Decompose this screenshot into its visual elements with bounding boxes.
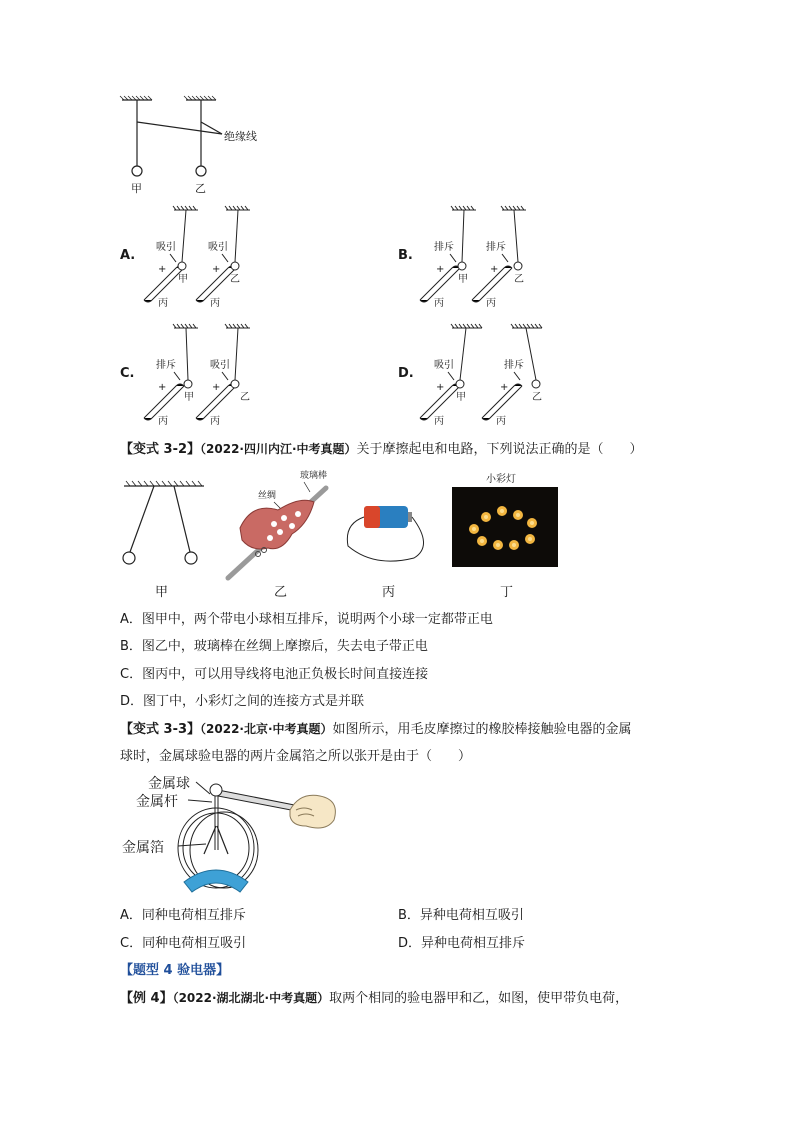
plus-right: + [212, 264, 221, 275]
option-letter: D． [398, 936, 422, 951]
q32-fig-ding [452, 487, 558, 567]
wire-label: 绝缘线 [224, 130, 257, 143]
ball-label: 金属球 [148, 776, 190, 792]
rod-right: 丙 [486, 298, 496, 309]
option-text: 同种电荷相互吸引 [142, 936, 247, 951]
right-label: 排斥 [486, 242, 506, 253]
ball-right: 乙 [230, 274, 240, 285]
q32-fig-yi [222, 468, 342, 583]
q32-option-c[interactable] [120, 666, 428, 684]
ball-a-label: 甲 [131, 182, 142, 195]
option-letter: C． [120, 936, 143, 951]
option-letter: A. [120, 248, 136, 263]
right-label: 吸引 [208, 242, 228, 253]
plus-right: + [490, 264, 499, 275]
q33-tag: 【变式 3-3】 [120, 722, 201, 737]
caption-jia: 甲 [155, 585, 169, 600]
q33-question-2: 球时，金属球验电器的两片金属箔之所以张开是由于（ ） [120, 749, 472, 764]
q33-electroscope-figure [120, 770, 350, 900]
left-label: 吸引 [434, 360, 454, 371]
rod-label: 金属杆 [136, 794, 178, 810]
option-letter: B． [120, 639, 142, 654]
option-text: 图丙中，可以用导线将电池正负极长时间直接连接 [142, 667, 429, 682]
section-title: 【题型 4 验电器】 [120, 963, 230, 978]
plus-left: + [436, 382, 445, 393]
left-label: 排斥 [156, 360, 176, 371]
plus-right: + [212, 382, 221, 393]
option-letter: D. [398, 366, 414, 381]
rod-left: 丙 [434, 298, 444, 309]
left-label: 排斥 [434, 242, 454, 253]
ball-left: 甲 [458, 274, 468, 285]
q33-option-b[interactable] [398, 907, 524, 925]
option-c-diagram [140, 318, 280, 428]
silk-label: 丝绸 [258, 491, 277, 501]
ex4-question: 取两个相同的验电器甲和乙，如图，使甲带负电荷， [329, 991, 629, 1006]
ex4-stem [120, 989, 628, 1008]
ball-right: 乙 [240, 392, 250, 403]
option-text: 图甲中，两个带电小球相互排斥，说明两个小球一定都带正电 [141, 612, 493, 627]
caption-ding: 丁 [500, 585, 514, 600]
q33-question-1: 如图所示，用毛皮摩擦过的橡胶棒接触验电器的金属 [332, 722, 632, 737]
q32-option-d[interactable] [120, 693, 364, 711]
plus-left: + [158, 264, 167, 275]
q33-source: （2022·北京·中考真题） [200, 722, 333, 736]
rod-left: 丙 [158, 298, 168, 309]
top-figure [118, 96, 298, 196]
option-c[interactable] [120, 318, 280, 428]
option-text: 异种电荷相互吸引 [419, 908, 524, 923]
left-label: 吸引 [156, 242, 176, 253]
option-letter: A． [120, 908, 142, 923]
ex4-source: （2022·湖北湖北·中考真题） [172, 991, 330, 1005]
q32-fig-jia [120, 478, 210, 578]
q32-source: （2022·四川内江·中考真题） [200, 442, 357, 456]
option-letter: B. [398, 248, 413, 263]
rod-right: 丙 [496, 416, 506, 427]
option-letter: C. [120, 366, 135, 381]
q33-option-c[interactable] [120, 935, 246, 953]
plus-left: + [158, 382, 167, 393]
ball-b-label: 乙 [195, 182, 206, 195]
rod-label: 玻璃棒 [300, 471, 328, 481]
caption-yi: 乙 [274, 585, 288, 600]
ex4-tag: 【例 4】 [120, 991, 173, 1006]
q32-option-a[interactable] [120, 611, 493, 629]
q32-option-b[interactable] [120, 638, 428, 656]
q32-question: 关于摩擦起电和电路，下列说法正确的是（ ） [356, 442, 643, 457]
foil-label: 金属箔 [122, 840, 164, 856]
option-b[interactable] [398, 200, 578, 310]
ball-left: 甲 [184, 392, 194, 403]
option-a-diagram [140, 200, 280, 310]
right-label: 吸引 [210, 360, 230, 371]
rod-left: 丙 [158, 416, 168, 427]
ball-right: 乙 [514, 274, 524, 285]
q32-fig-bing [344, 502, 434, 572]
option-b-diagram [416, 200, 576, 310]
option-letter: A． [120, 612, 142, 627]
option-letter: C． [120, 667, 143, 682]
plus-left: + [436, 264, 445, 275]
rod-left: 丙 [434, 416, 444, 427]
q32-tag: 【变式 3-2】 [120, 442, 201, 457]
option-d[interactable] [398, 318, 578, 428]
plus-right: + [500, 382, 509, 393]
q33-option-d[interactable] [398, 935, 525, 953]
lamp-label: 小彩灯 [486, 474, 516, 485]
q33-stem-1 [120, 720, 632, 739]
option-a[interactable] [120, 200, 280, 310]
option-text: 图丁中，小彩灯之间的连接方式是并联 [143, 694, 365, 709]
right-label: 排斥 [504, 360, 524, 371]
option-text: 同种电荷相互排斥 [141, 908, 246, 923]
q32-stem [120, 440, 643, 459]
option-text: 图乙中，玻璃棒在丝绸上摩擦后，失去电子带正电 [141, 639, 428, 654]
option-letter: D． [120, 694, 144, 709]
ball-left: 甲 [178, 274, 188, 285]
ball-right: 乙 [532, 392, 542, 403]
option-letter: B． [398, 908, 420, 923]
option-d-diagram [416, 318, 576, 428]
rod-right: 丙 [210, 416, 220, 427]
option-text: 异种电荷相互排斥 [421, 936, 526, 951]
caption-bing: 丙 [382, 585, 396, 600]
ball-left: 甲 [456, 392, 466, 403]
rod-right: 丙 [210, 298, 220, 309]
q33-option-a[interactable] [120, 907, 246, 925]
